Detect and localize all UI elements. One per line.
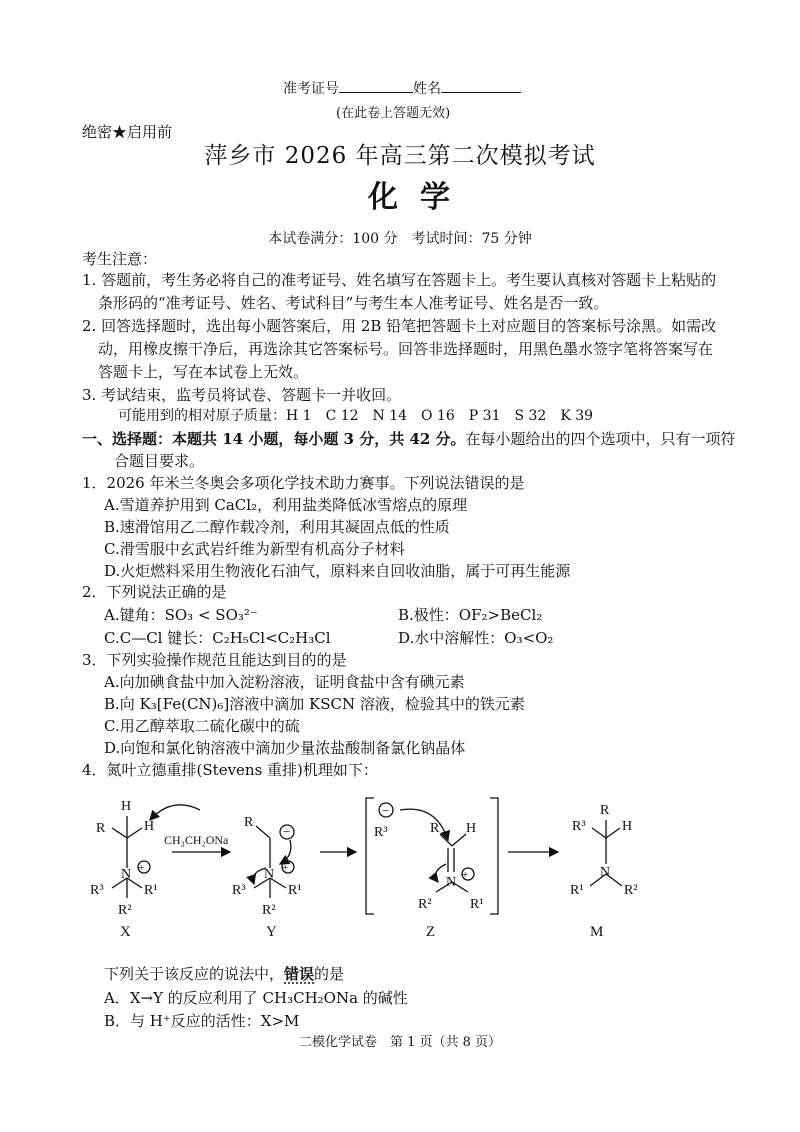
- m-atom-r3: R³: [572, 819, 586, 834]
- secret-mark: 绝密★启用前: [82, 123, 173, 141]
- q1-option-d: D.火炬燃料采用生物液化石油气，原料来自回收油脂，属于可再生能源: [104, 562, 571, 580]
- q2-option-c: C.C—Cl 键长：C₂H₅Cl<C₂H₃Cl: [104, 629, 331, 647]
- x-atom-r2: R²: [118, 903, 132, 918]
- q2-option-b: B.极性：OF₂>BeCl₂: [398, 606, 543, 624]
- z-atom-r3: R³: [374, 825, 388, 840]
- page-footer: 二模化学试卷 第 1 页（共 8 页）: [298, 1035, 502, 1050]
- section-1-label: 一、选择题：: [82, 430, 173, 448]
- x-atom-r: R: [96, 821, 106, 836]
- section-1-heading: [82, 429, 736, 449]
- q3-option-c: C.用乙醇萃取二硫化碳中的硫: [104, 717, 300, 735]
- m-atom-r2: R²: [624, 883, 638, 898]
- q4-option-a: A．X→Y 的反应利用了 CH₃CH₂ONa 的碱性: [104, 989, 408, 1007]
- exam-info: 本试卷满分：100 分 考试时间：75 分钟: [268, 231, 532, 247]
- section-1-desc: 在每小题给出的四个选项中，只有一项符: [465, 430, 736, 448]
- q1-option-a: A.雪道养护用到 CaCl₂，利用盐类降低冰雪熔点的原理: [104, 496, 468, 514]
- x-atom-h2: H: [144, 819, 155, 834]
- x-atom-n: N: [121, 867, 132, 882]
- label-m: M: [590, 924, 604, 940]
- q4-sub-stem-a: 下列关于该反应的说法中，: [104, 965, 285, 983]
- subject-title: 化学: [368, 180, 472, 215]
- q1-stem: 1．2026 年米兰冬奥会多项化学技术助力赛事。下列说法错误的是: [82, 474, 525, 492]
- atomic-mass-line: 可能用到的相对原子质量：H 1 C 12 N 14 O 16 P 31 S 32 K 39: [118, 408, 594, 424]
- molecule-z: [379, 803, 477, 892]
- notice-item-1-cont: 条形码的“准考证号、姓名、考试科目”与考生本人准考证号、姓名是否一致。: [98, 294, 609, 312]
- x-atom-h: H: [121, 799, 132, 814]
- q3-option-b: B.向 K₃[Fe(CN)₆]溶液中滴加 KSCN 溶液，检验其中的铁元素: [104, 695, 525, 713]
- q3-option-a: A.向加碘食盐中加入淀粉溶液，证明食盐中含有碘元素: [104, 673, 465, 691]
- x-atom-r3: R³: [90, 883, 104, 898]
- y-plus: +: [282, 862, 289, 874]
- name-blank: [441, 78, 521, 93]
- q4-stem: 4．氮叶立德重排(Stevens 重排)机理如下：: [82, 761, 378, 779]
- y-atom-n: N: [264, 867, 275, 882]
- q3-option-d: D.向饱和氯化钠溶液中滴加少量浓盐酸制备氯化钠晶体: [104, 739, 466, 757]
- z-atom-h: H: [466, 821, 477, 836]
- q1-option-c: C.滑雪服中玄武岩纤维为新型有机高分子材料: [104, 540, 405, 558]
- label-y: Y: [266, 924, 277, 940]
- q2-option-a: A.键角：SO₃ < SO₃²⁻: [104, 606, 258, 624]
- y-atom-r1: R¹: [288, 883, 302, 898]
- q4-sub-stem-emphasis: 错误: [284, 965, 315, 983]
- q4-sub-stem: [104, 964, 344, 984]
- section-1-score: 本题共 14 小题，每小题 3 分，共 42 分。: [172, 430, 466, 448]
- z-atom-n: N: [446, 875, 457, 890]
- notice-item-2-cont: 动，用橡皮擦干净后，再选涂其它答案标号。回答非选择题时，用黑色墨水签字笔将答案写在: [98, 340, 714, 358]
- notice-item-2: 2. 回答选择题时，选出每小题答案后，用 2B 铅笔把答题卡上对应题目的答案标号涂黑。如需改: [82, 317, 717, 335]
- m-atom-r: R: [600, 803, 610, 818]
- section-1-heading-cont: 合题目要求。: [114, 452, 205, 470]
- notice-item-2-cont2: 答题卡上，写在本试卷上无效。: [98, 363, 309, 381]
- y-atom-r: R: [244, 815, 254, 830]
- m-atom-r1: R¹: [570, 883, 584, 898]
- z-atom-r1: R¹: [470, 897, 484, 912]
- q2-stem: 2．下列说法正确的是: [82, 583, 227, 601]
- invalid-note: (在此卷上答题无效): [336, 106, 451, 121]
- z-plus: +: [462, 869, 469, 881]
- y-minus: −: [283, 824, 291, 839]
- m-atom-n: N: [600, 865, 611, 880]
- admission-blank: [339, 78, 413, 93]
- name-label: 姓名: [413, 81, 441, 97]
- m-atom-h: H: [622, 819, 633, 834]
- z-atom-r2: R²: [418, 897, 432, 912]
- notice-item-3: 3. 考试结束，监考员将试卷、答题卡一并收回。: [82, 386, 402, 404]
- q3-stem: 3．下列实验操作规范且能达到目的的是: [82, 651, 347, 669]
- q2-option-d: D.水中溶解性：O₃<O₂: [398, 629, 554, 647]
- x-atom-r1: R¹: [144, 883, 158, 898]
- q4-sub-stem-c: 的是: [314, 965, 345, 983]
- label-z: Z: [426, 924, 436, 940]
- stevens-rearrangement-scheme: [80, 790, 720, 950]
- z-minus: −: [382, 803, 390, 818]
- q1-option-b: B.速滑馆用乙二醇作载冷剂，利用其凝固点低的性质: [104, 518, 450, 536]
- x-plus: +: [138, 862, 145, 874]
- exam-title: 萍乡市 2026 年高三第二次模拟考试: [204, 143, 596, 169]
- y-atom-r2: R²: [262, 903, 276, 918]
- label-x: X: [120, 924, 131, 940]
- y-atom-r3: R³: [232, 883, 246, 898]
- notice-item-1: 1. 答题前，考生务必将自己的准考证号、姓名填写在答题卡上。考生要认真核对答题卡上粘贴的: [82, 271, 717, 289]
- z-atom-r: R: [430, 821, 440, 836]
- notice-heading: 考生注意：: [82, 250, 158, 268]
- admission-label: 准考证号: [283, 81, 339, 97]
- admission-name-line: [283, 78, 521, 99]
- q4-option-b: B．与 H⁺反应的活性：X>M: [104, 1012, 300, 1030]
- reagent-label: CH₃CH₂ONa: [164, 833, 229, 847]
